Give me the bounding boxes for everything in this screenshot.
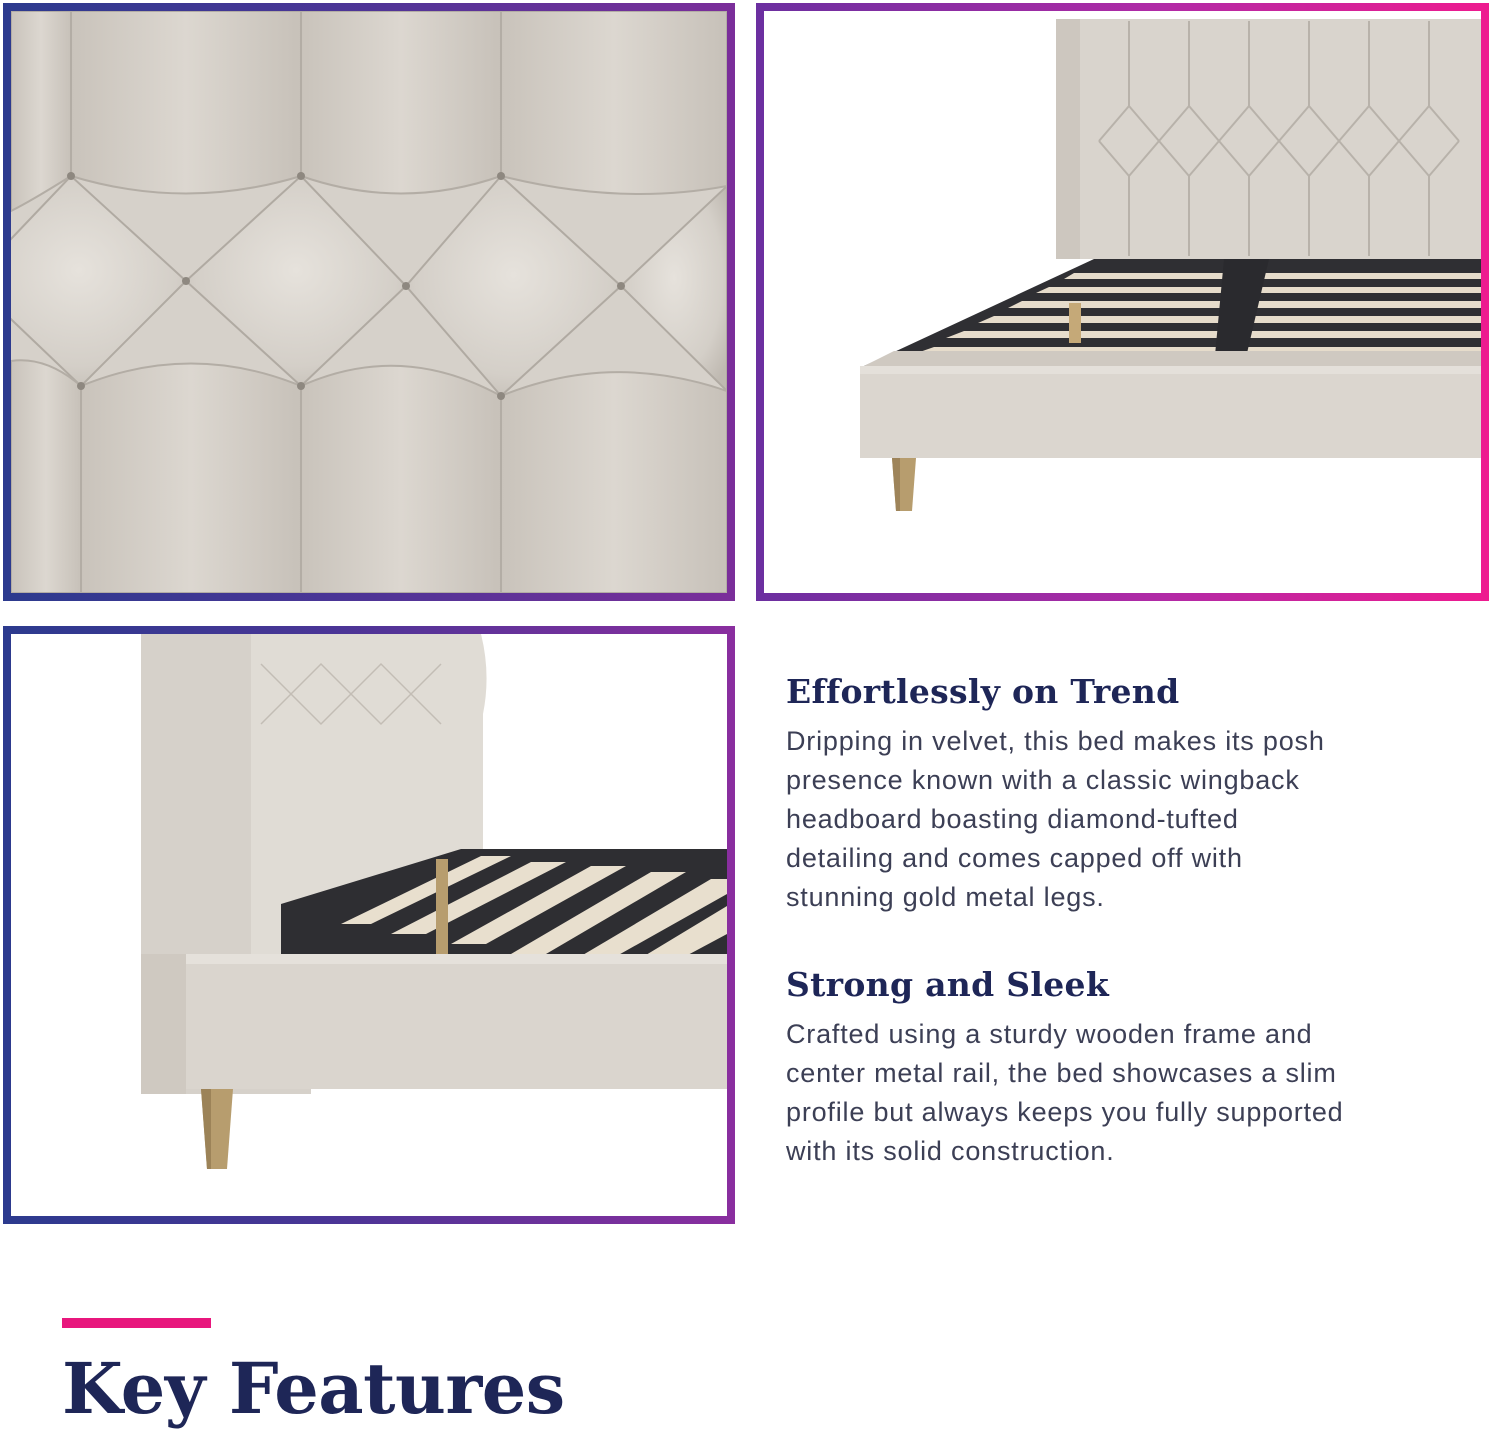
feature-title-trend: Effortlessly on Trend (786, 672, 1180, 711)
image-frame-top-left (3, 3, 735, 601)
description-line: presence known with a classic wingback (786, 765, 1300, 795)
bed-corner-illustration (764, 11, 1481, 593)
image-frame-bottom-left (3, 626, 735, 1224)
tufted-headboard-illustration (11, 11, 727, 593)
description-line: with its solid construction. (786, 1136, 1115, 1166)
image-frame-top-right (756, 3, 1489, 601)
description-line: headboard boasting diamond-tufted (786, 804, 1239, 834)
description-line: detailing and comes capped off with (786, 843, 1243, 873)
bed-frame-side-view (11, 634, 727, 1216)
description-line: Dripping in velvet, this bed makes its posh (786, 726, 1325, 756)
description-line: stunning gold metal legs. (786, 882, 1105, 912)
bed-side-illustration (11, 634, 727, 1216)
accent-bar (62, 1318, 211, 1328)
tufted-headboard-closeup (11, 11, 727, 593)
bed-frame-corner-view (764, 11, 1481, 593)
feature-block-trend (786, 672, 1426, 917)
description-line: center metal rail, the bed showcases a slim (786, 1058, 1337, 1088)
key-features-heading: Key Features (62, 1347, 565, 1430)
feature-description-trend (786, 722, 1426, 917)
feature-block-sleek (786, 965, 1426, 1171)
description-line: Crafted using a sturdy wooden frame and (786, 1019, 1313, 1049)
feature-title-sleek: Strong and Sleek (786, 965, 1109, 1004)
description-line: profile but always keeps you fully supported (786, 1097, 1344, 1127)
feature-description-sleek (786, 1015, 1426, 1171)
